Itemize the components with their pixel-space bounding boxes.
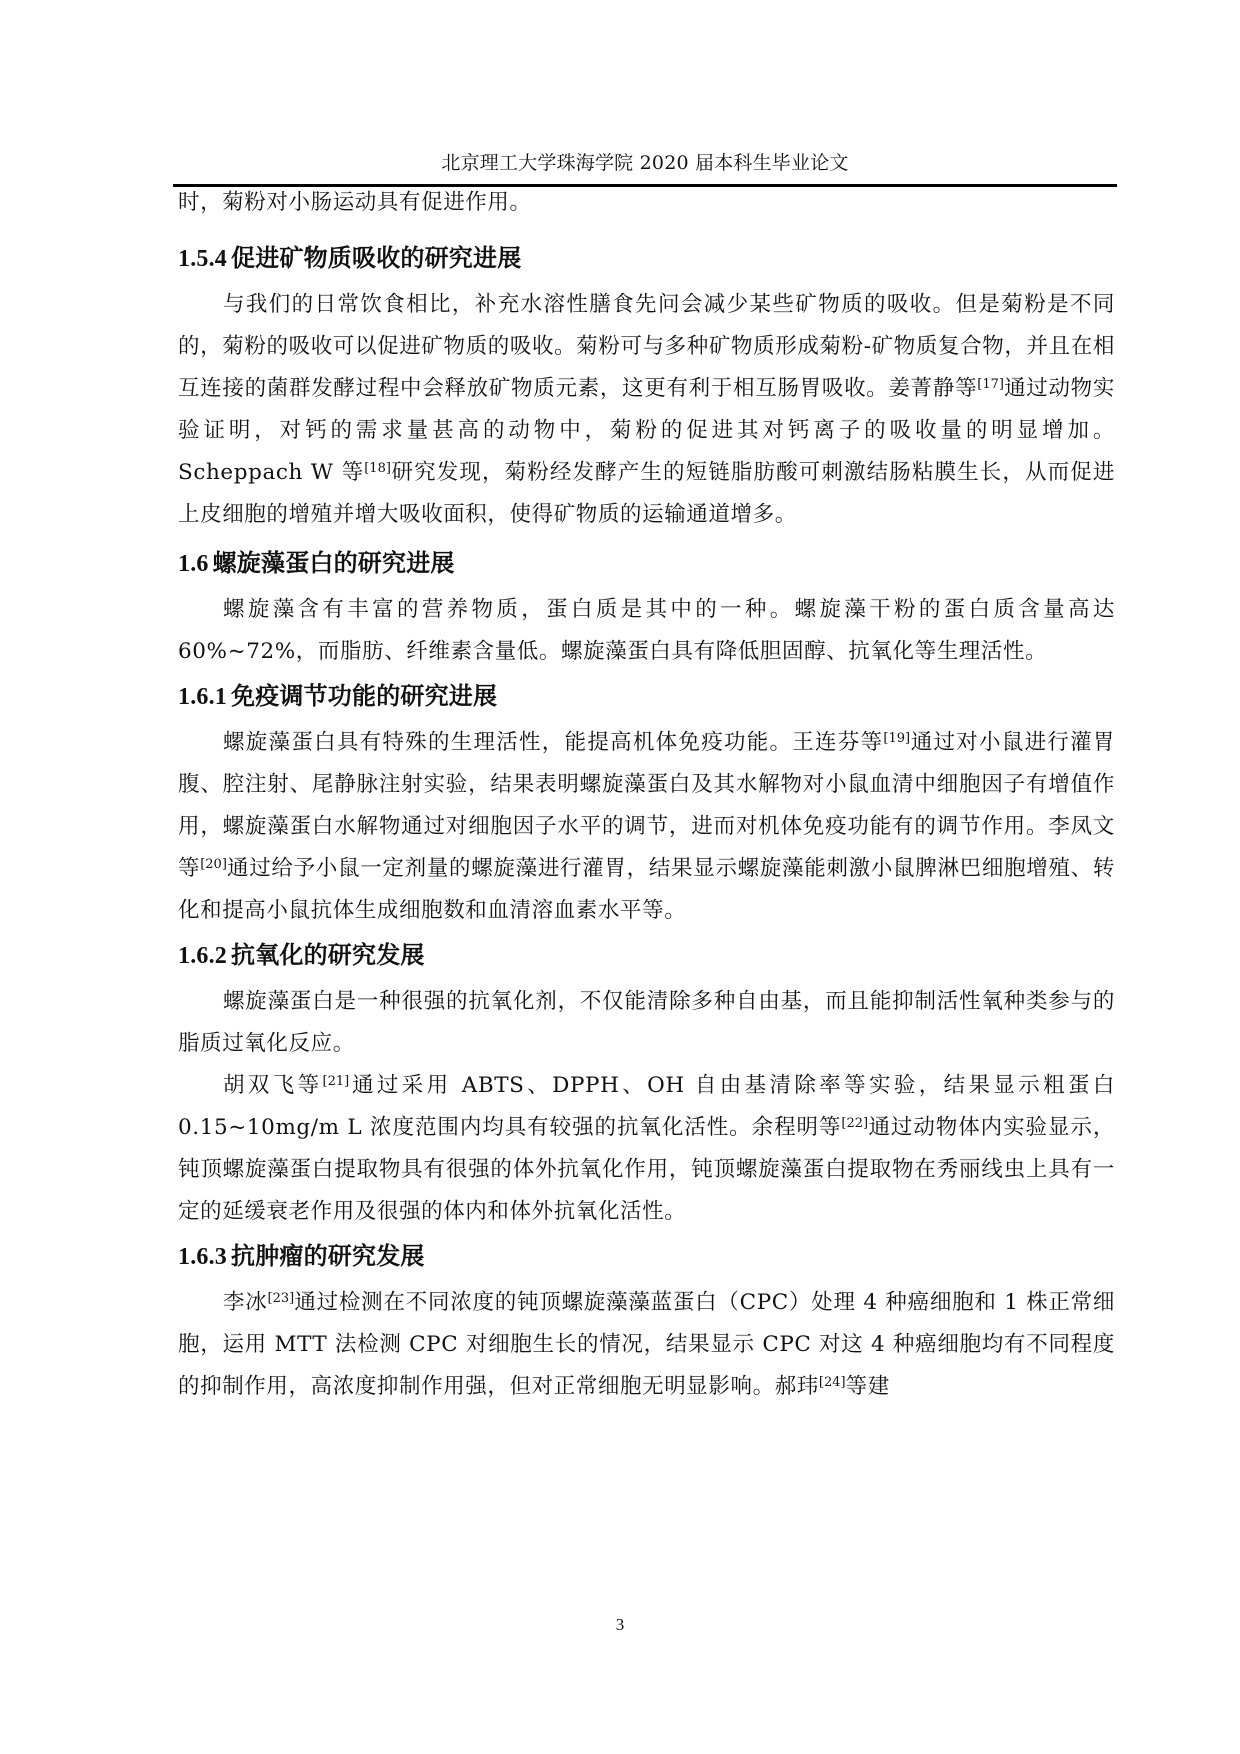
paragraph-text: 螺旋藻含有丰富的营养物质，蛋白质是其中的一种。螺旋藻干粉的蛋白质含量高达60%~72%，而脂肪、纤维素含量低。螺旋藻蛋白具有降低胆固醇、抗氧化等生理活性。 [178,597,1115,664]
running-header: 北京理工大学珠海学院 2020 届本科生毕业论文 [441,152,849,174]
body-paragraph [178,1282,1115,1408]
continuation-paragraph [178,182,1115,224]
citation: [21] [322,1073,350,1089]
section-heading-1-6-2 [178,940,1115,971]
paragraph-text: 等建 [845,1374,890,1399]
section-number: 1.6.1 [178,684,227,710]
citation: [24] [818,1374,846,1390]
section-number: 1.6.3 [178,1244,227,1270]
body-paragraph [178,722,1115,932]
section-title: 抗肿瘤的研究发展 [231,1242,425,1270]
page-number: 3 [615,1615,625,1634]
continuation-text: 时，菊粉对小肠运动具有促进作用。 [178,190,532,215]
paragraph-text: 李冰 [223,1290,268,1315]
body-paragraph [178,1065,1115,1233]
section-heading-1-6-1 [178,681,1115,712]
section-heading-1-5-4 [178,243,1115,274]
section-number: 1.5.4 [178,246,227,272]
paragraph-text: 与我们的日常饮食相比，补充水溶性膳食先问会减少某些矿物质的吸收。但是菊粉是不同的，菊粉的吸收可以促进矿物质的吸收。菊粉可与多种矿物质形成菊粉-矿物质复合物，并且在相互连接的菌群发酵过程中会释放矿物质元素，这更有利于相互肠胃吸收。姜菁静等 [178,292,1115,401]
section-title: 螺旋藻蛋白的研究进展 [212,549,455,577]
section-heading-1-6-3 [178,1241,1115,1272]
section-heading-1-6 [178,548,1115,579]
citation: [22] [841,1115,869,1131]
section-title: 抗氧化的研究发展 [231,941,425,969]
page-body [178,190,1115,1408]
paragraph-text: 通过给予小鼠一定剂量的螺旋藻进行灌胃，结果显示螺旋藻能刺激小鼠脾淋巴细胞增殖、转化和提高小鼠抗体生成细胞数和血清溶血素水平等。 [178,856,1115,923]
paragraph-text: 螺旋藻蛋白是一种很强的抗氧化剂，不仅能清除多种自由基，而且能抑制活性氧种类参与的脂质过氧化反应。 [178,989,1115,1056]
body-paragraph [178,589,1115,673]
citation: [20] [200,856,227,872]
paragraph-text: 研究发现，菊粉经发酵产生的短链脂肪酸可刺激结肠粘膜生长，从而促进上皮细胞的增殖并增大吸收面积，使得矿物质的运输通道增多。 [178,460,1116,527]
paragraph-text: 胡双飞等 [223,1073,323,1098]
body-paragraph [178,284,1115,536]
section-title: 免疫调节功能的研究进展 [231,682,498,710]
paragraph-text: 通过对小鼠进行灌胃腹、腔注射、尾静脉注射实验，结果表明螺旋藻蛋白及其水解物对小鼠血清中细胞因子有增值作用，螺旋藻蛋白水解物通过对细胞因子水平的调节，进而对机体免疫功能有的调节作用。李凤文等 [178,730,1116,881]
paragraph-text: 通过动物体内实验显示，钝顶螺旋藻蛋白提取物具有很强的体外抗氧化作用，钝顶螺旋藻蛋白提取物在秀丽线虫上具有一定的延缓衰老作用及很强的体内和体外抗氧化活性。 [178,1115,1115,1224]
section-number: 1.6 [178,551,209,577]
paragraph-text: 通过采用 ABTS、DPPH、OH 自由基清除率等实验，结果显示粗蛋白0.15~10mg/m L 浓度范围内均具有较强的抗氧化活性。余程明等 [178,1073,1115,1140]
body-paragraph [178,981,1115,1065]
citation: [23] [267,1290,295,1306]
section-number: 1.6.2 [178,943,227,969]
citation: [19] [883,730,911,746]
paragraph-text: 通过检测在不同浓度的钝顶螺旋藻藻蓝蛋白（CPC）处理 4 种癌细胞和 1 株正常细胞，运用 MTT 法检测 CPC 对细胞生长的情况，结果显示 CPC 对这 4 种癌细胞均有不同程度的抑制作用，高浓度抑制作用强，但对正常细胞无明显影响。郝玮 [178,1290,1115,1399]
section-title: 促进矿物质吸收的研究进展 [231,244,522,272]
paragraph-text: 通过动物实验证明，对钙的需求量甚高的动物中，菊粉的促进其对钙离子的吸收量的明显增加。Scheppach W 等 [178,376,1115,485]
paragraph-text: 螺旋藻蛋白具有特殊的生理活性，能提高机体免疫功能。王连芬等 [223,730,884,755]
citation: [18] [364,460,391,476]
citation: [17] [977,376,1004,392]
